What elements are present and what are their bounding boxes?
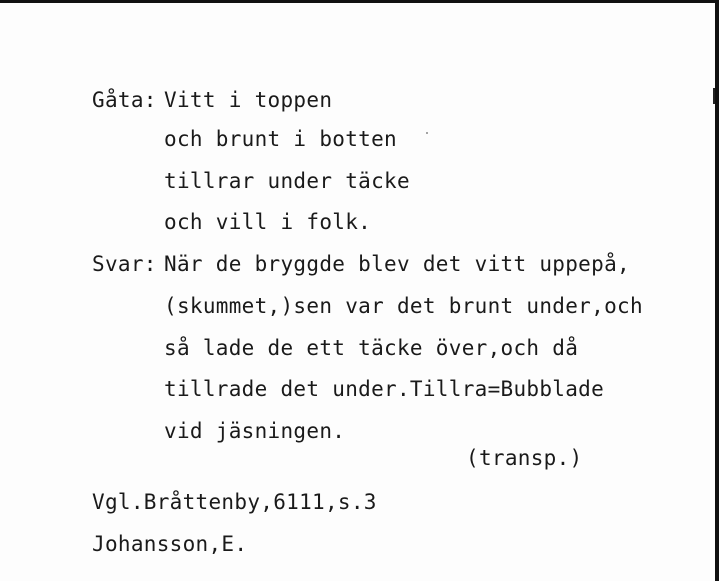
riddle-line-1: Vitt i toppen xyxy=(164,88,333,112)
ink-speck xyxy=(426,132,428,134)
answer-line-2: (skummet,)sen var det brunt under,och xyxy=(164,294,643,318)
reference-line: Vgl.Bråttenby,6111,s.3 xyxy=(92,490,377,514)
riddle-line-3: tillrar under täcke xyxy=(164,169,410,193)
answer-line-1: När de bryggde blev det vitt uppepå, xyxy=(164,252,630,276)
card-top-edge xyxy=(0,0,719,3)
card-right-edge xyxy=(715,0,719,581)
riddle-line-2: och brunt i botten xyxy=(164,127,397,151)
card-edge-mark xyxy=(713,88,715,104)
transcription-note: (transp.) xyxy=(466,446,583,470)
riddle-label: Gåta: xyxy=(92,88,157,112)
answer-label: Svar: xyxy=(92,252,157,276)
informant-line: Johansson,E. xyxy=(92,532,248,556)
answer-line-3: så lade de ett täcke över,och då xyxy=(164,336,579,360)
answer-line-5: vid jäsningen. xyxy=(164,419,346,443)
answer-line-4: tillrade det under.Tillra=Bubblade xyxy=(164,377,605,401)
riddle-line-4: och vill i folk. xyxy=(164,210,372,234)
